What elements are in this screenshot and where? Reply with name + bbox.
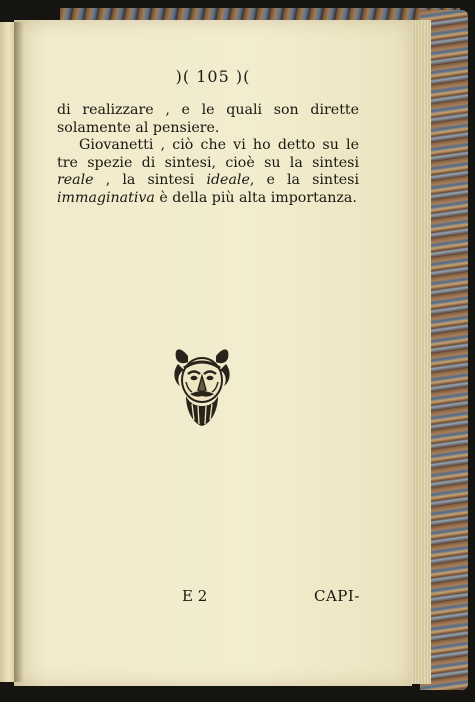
italic-ideale: ideale [206,172,250,189]
satyr-mask-icon [170,342,234,428]
italic-reale: reale [57,172,94,189]
left-page-sliver [0,22,15,682]
paragraph-2-text-4: è della più alta importanza. [154,189,357,206]
body-text [57,102,359,208]
paragraph-2 [57,137,359,207]
paragraph-2-text-2: , la sintesi [93,172,207,189]
catchword: CAPI- [314,587,360,605]
signature-mark: E 2 [182,587,208,605]
paragraph-1: di realizzare , e le quali son dirette solamente al pensiere. [57,102,359,136]
italic-immaginativa: immaginativa [57,189,155,206]
gutter-shadow [14,22,24,682]
paragraph-2-text-1: Giovanetti , ciò che vi ho detto su le tre spezie di sintesi, cioè su la sintesi [57,137,359,171]
book-page [14,20,412,686]
paragraph-2-text-3: , e la sintesi [249,172,359,189]
page-header: )( 105 )( [175,67,251,86]
